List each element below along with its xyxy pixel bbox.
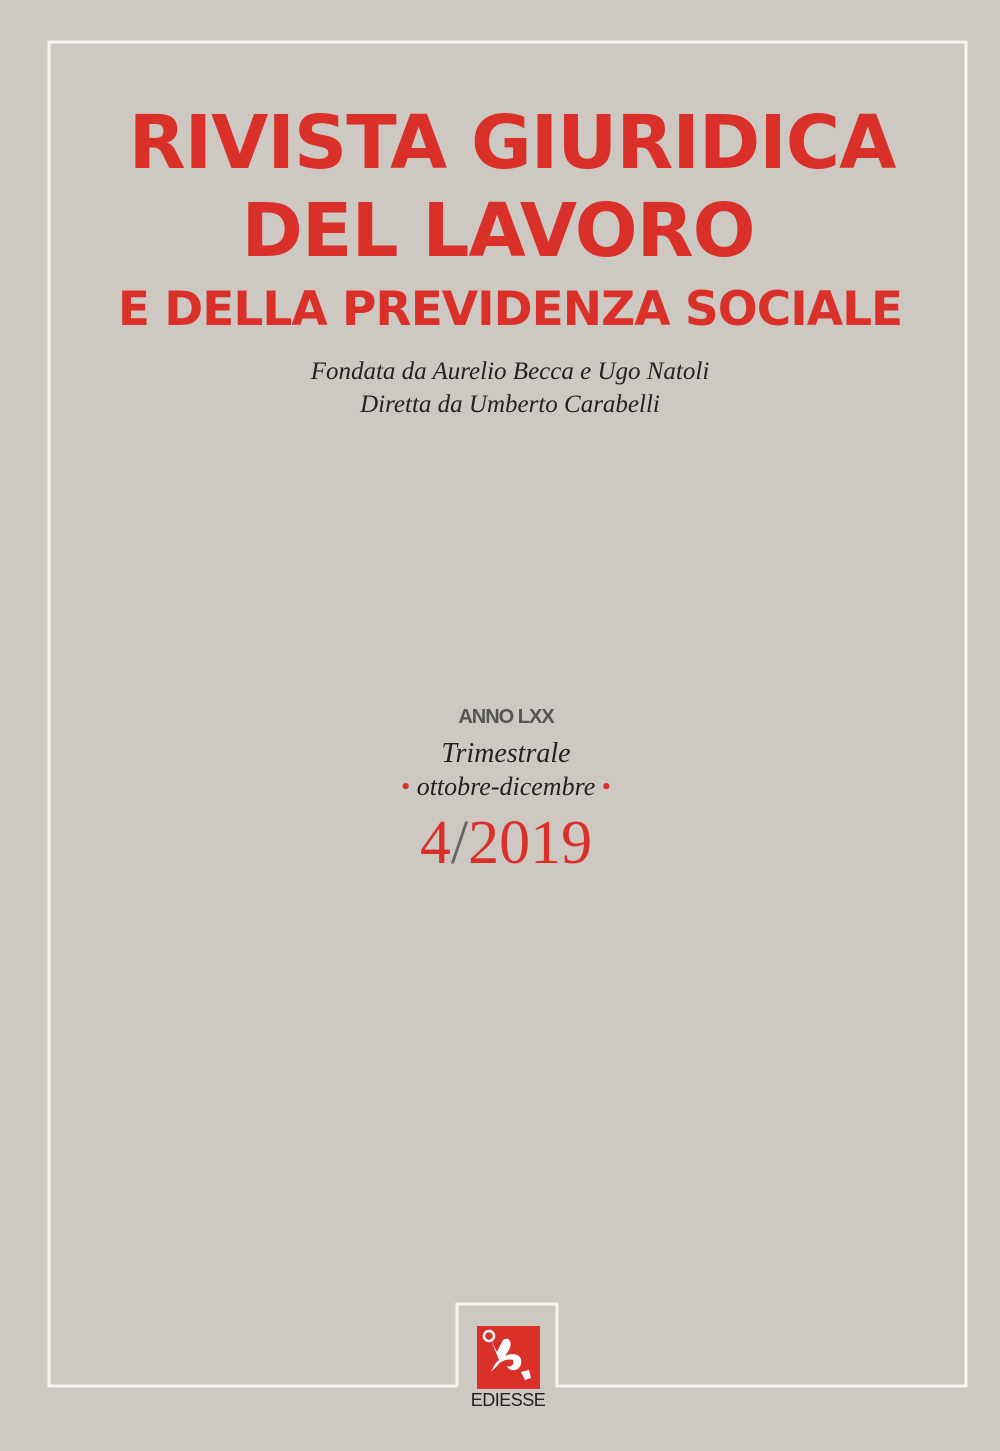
issue-year: 2019: [468, 809, 593, 877]
period: ottobre-dicembre: [416, 772, 596, 801]
issue-slash: /: [450, 809, 469, 877]
director: Diretta da Umberto Carabelli: [360, 391, 660, 418]
issue-number: [6, 808, 1000, 879]
period-line: [6, 772, 1000, 802]
bullet-right: •: [601, 772, 611, 801]
title-line-2: DEL LAVORO: [241, 188, 755, 274]
bullet-left: •: [401, 772, 411, 801]
title-line-3: E DELLA PREVIDENZA SOCIALE: [117, 282, 903, 337]
title-line-1: RIVISTA GIURIDICA: [128, 100, 896, 186]
issue-num: 4: [419, 809, 451, 877]
founders: Fondata da Aurelio Becca e Ugo Natoli: [310, 358, 710, 385]
publisher-name: EDIESSE: [470, 1390, 546, 1410]
anno: ANNO LXX: [458, 706, 554, 728]
frequency: Trimestrale: [441, 738, 571, 769]
publisher-logo-icon: [477, 1326, 540, 1389]
